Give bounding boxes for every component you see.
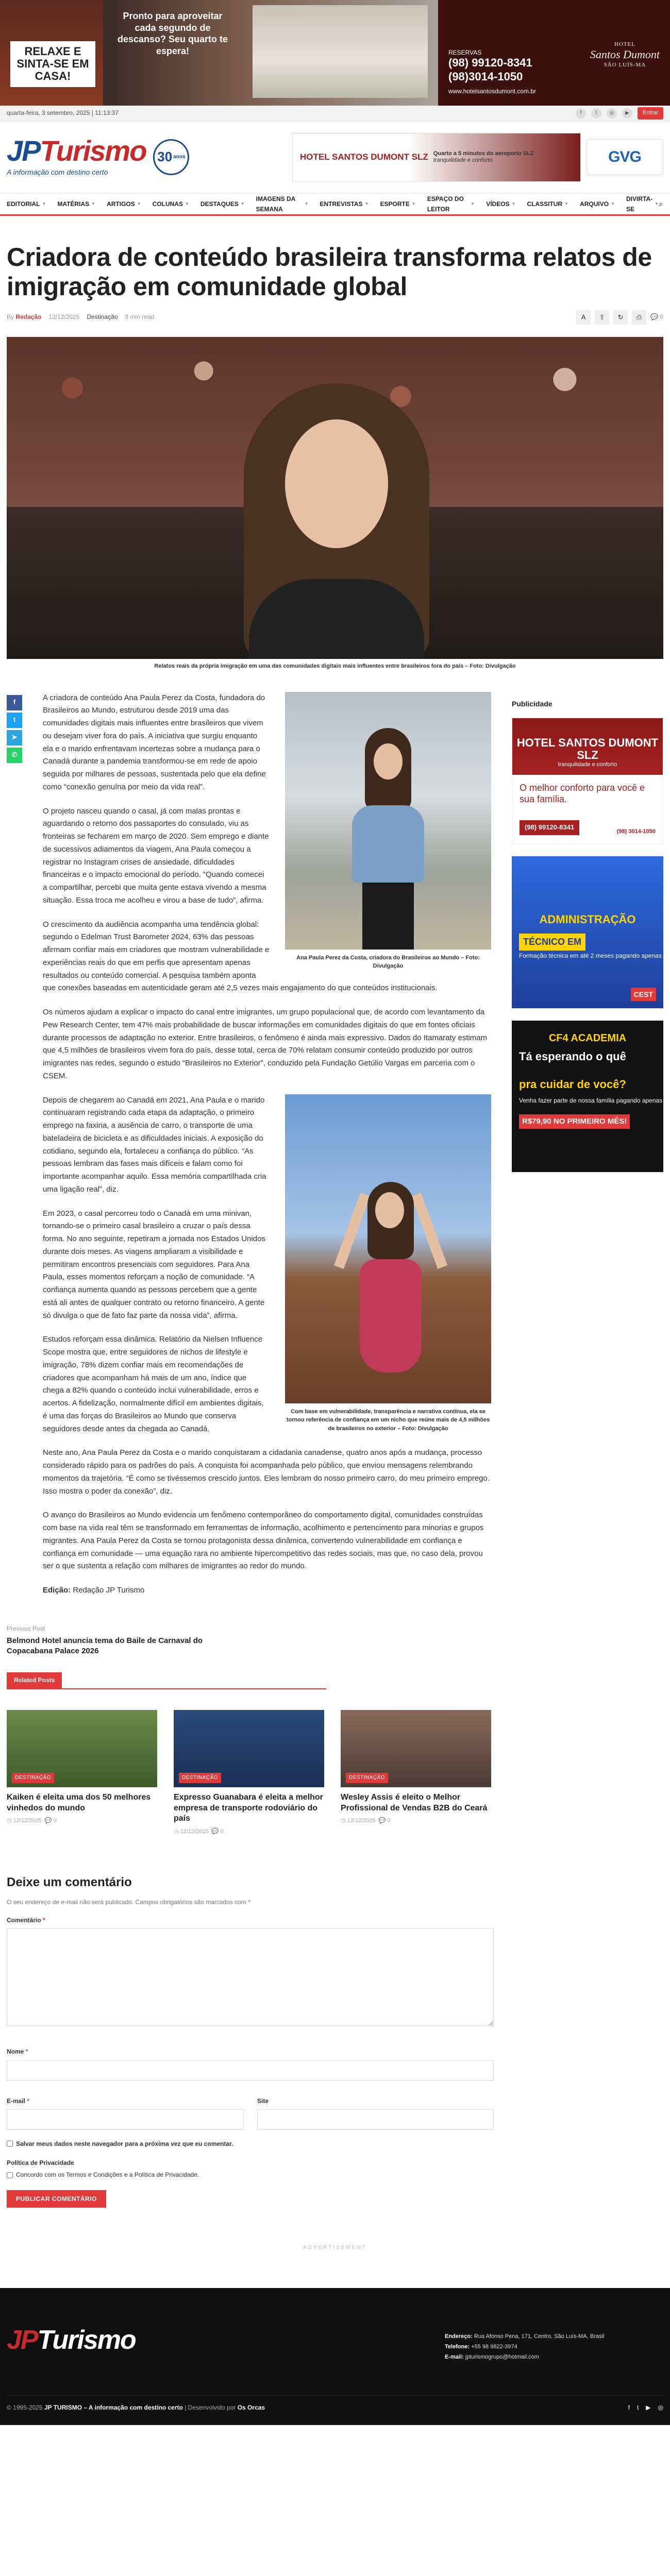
email-label-text: E-mail xyxy=(7,2097,26,2105)
paragraph-9: O avanço do Brasileiros ao Mundo evidencia um fenômeno contemporâneo do comportamento digital, comunidades construídas com base na vida real têm se transformado em ferramentas de informação, acolhimento e pertencimento para minorias e grupos migrantes. Ana Paula Perez da Costa se tornou protagonista dessa dinâmica, convertendo vulnerabilidade em confiança e confiança em comunidade — uma equação rara no ambiente hipercompetitivo das redes sociais, mas que, no caso dela, provou ser o que sustenta a relação com milhares de imigrantes ao redor do mundo. xyxy=(43,1511,484,1571)
ad-hotel-name: Santos Dumont xyxy=(590,48,660,61)
sidebar-ad3-t2: pra cuidar de você? xyxy=(519,1077,626,1091)
article-body xyxy=(43,692,491,1608)
ad-left-text: RELAXE E SINTA-SE EM CASA! xyxy=(10,41,95,87)
name-input[interactable] xyxy=(7,2060,494,2081)
comment-count-value: 0 xyxy=(660,313,663,321)
nav-item-label: DIVIRTA-SE xyxy=(626,195,653,213)
paragraph-3: O crescimento da audiência acompanha uma tendência global: segundo o Edelman Trust Barometer 2024, 63% das pessoas afirmam confiar mais em criadores que mostram vulnerabilidade e experiências reais do que em perfis que apresentam apenas resultados ou conteúdo comercial. A pesquisa também aponta que conexões baseadas em autenticidade geram até 2,5 vezes mais engajamento do que conteúdos institucionais. xyxy=(43,920,438,993)
sidebar-ad3-t3: Venha fazer parte de nossa família pagando apenas xyxy=(519,1096,663,1104)
facebook-icon[interactable]: f xyxy=(576,108,586,118)
related-card[interactable] xyxy=(7,1710,157,1837)
required-mark: * xyxy=(27,2097,30,2105)
header-hotel-ad[interactable] xyxy=(292,133,581,182)
chevron-down-icon: ▼ xyxy=(411,201,416,207)
email-label xyxy=(7,2096,244,2106)
nav-item-label: DESTAQUES xyxy=(200,200,239,208)
related-thumbnail[interactable] xyxy=(341,1710,491,1787)
save-data-checkbox[interactable] xyxy=(7,2141,13,2147)
save-data-row xyxy=(7,2139,496,2149)
ad-hotel-logo xyxy=(590,41,660,69)
nav-item-label: ARTIGOS xyxy=(107,200,135,208)
name-label xyxy=(7,2047,496,2057)
paragraph-1: A criadora de conteúdo Ana Paula Perez da Costa, fundadora do Brasileiros ao Mundo, estruturou desde 2019 uma das comunidades digitais mais influentes entre brasileiros que vivem ou desejam viver fora do país. A iniciativa que surgiu enquanto ela e o marido enfrentavam incertezas sobre a mudança para o Canadá durante a pandemia transformou-se em rede de apoio seguida por milhares de pessoas, sustentada pelo que ela define como “conexão genuína por meio da vida real”. xyxy=(43,693,266,791)
related-card[interactable] xyxy=(174,1710,324,1837)
chevron-down-icon: ▼ xyxy=(564,201,569,207)
related-badge[interactable]: DESTINAÇÃO xyxy=(179,1773,221,1783)
nav-item[interactable] xyxy=(153,194,189,214)
nav-item-label: ESPAÇO DO LEITOR xyxy=(427,195,464,213)
email-input[interactable] xyxy=(7,2109,244,2130)
header-ad-sub: tranquilidade e conforto xyxy=(433,157,493,163)
meta-date: 12/12/2025 xyxy=(48,313,80,321)
chevron-down-icon: ▼ xyxy=(42,201,46,207)
ad-right-panel xyxy=(438,0,670,106)
share-bar xyxy=(7,692,22,1608)
nav-item[interactable] xyxy=(107,194,141,214)
nav-item-label: MATÉRIAS xyxy=(57,200,90,208)
nav-item[interactable] xyxy=(486,194,515,214)
nav-item[interactable] xyxy=(57,194,95,214)
hero-person-body xyxy=(249,579,424,659)
edit-label: Edição: xyxy=(43,1586,71,1595)
twitter-icon[interactable]: t xyxy=(636,2404,639,2412)
chevron-down-icon: ▼ xyxy=(304,201,309,207)
related-thumbnail[interactable] xyxy=(7,1710,157,1787)
sidebar-cf4-ad[interactable] xyxy=(512,1021,663,1172)
anos-label: anos xyxy=(173,154,186,160)
previous-post-label: Previous Post xyxy=(7,1624,45,1632)
twitter-share-icon[interactable]: t xyxy=(7,713,22,728)
instagram-icon[interactable]: ◎ xyxy=(607,108,617,118)
nav-item-label: EDITORIAL xyxy=(7,200,40,208)
top-banner-ad[interactable] xyxy=(0,0,670,106)
hero-person-face xyxy=(285,419,388,548)
topbar xyxy=(0,106,670,121)
sidebar-ad3-t1: Tá esperando o quê xyxy=(519,1049,626,1063)
share-icon[interactable]: ⇪ xyxy=(595,310,609,325)
site-header xyxy=(0,121,670,193)
telegram-share-icon[interactable]: ➤ xyxy=(7,730,22,745)
ad-center-panel xyxy=(103,0,438,106)
gvg-ad[interactable]: GVG xyxy=(586,139,663,175)
youtube-icon[interactable]: ▶ xyxy=(622,108,632,118)
related-title[interactable]: Expresso Guanabara é eleita a melhor empresa de transporte rodoviário do país xyxy=(174,1792,323,1823)
related-comments: 0 xyxy=(387,1818,391,1824)
meta-category[interactable]: Destinação xyxy=(87,313,118,321)
login-button[interactable]: Entrar xyxy=(638,107,663,120)
nav-list xyxy=(7,194,659,214)
chevron-down-icon: ▼ xyxy=(611,201,615,207)
meta-by-label: By xyxy=(7,313,14,321)
logo-name xyxy=(7,134,146,167)
main-nav xyxy=(0,193,670,216)
footer-copy: © 1995-2025 xyxy=(7,2404,43,2412)
related-comments: 0 xyxy=(220,1828,224,1835)
save-data-label: Salvar meus dados neste navegador para a próxima vez que eu comentar. xyxy=(16,2140,233,2147)
ad-phone-2: (98)3014-1050 xyxy=(448,70,523,83)
sidebar-title: Publicidade xyxy=(512,699,552,708)
ad-hotel-sub: SÃO LUÍS-MA xyxy=(604,61,646,68)
chevron-down-icon: ▼ xyxy=(471,201,475,207)
site-label: Site xyxy=(257,2097,269,2105)
nav-item[interactable] xyxy=(427,194,475,214)
refresh-icon[interactable]: ↻ xyxy=(613,310,628,325)
required-mark: * xyxy=(43,1917,45,1924)
sidebar-ad2-sub: Formação técnica em até 2 meses pagando apenas xyxy=(519,952,662,959)
nav-item-label: ARQUIVO xyxy=(580,200,609,208)
facebook-share-icon[interactable]: f xyxy=(7,695,22,710)
site-group xyxy=(257,2096,494,2130)
paragraph-2: O projeto nasceu quando o casal, já com malas prontas e aguardando o retorno dos passaportes do consulado, viu as fronteiras se fecharem em março de 2020. Sem emprego e diante de sucessivos adiamentos da viagem, Ana Paula começou a registrar no Instagram crises de ansiedade, dificuldades financeiras e o impacto emocional do período. “Quando comecei a compartilhar, percebi que muita gente estava vivendo a mesma situação. Essa troca me acolheu e virou a base de tudo”, afirma. xyxy=(43,806,269,905)
article-header xyxy=(7,216,663,676)
sidebar-ad1-phone2: (98) 3014-1050 xyxy=(616,828,656,835)
comment-count[interactable]: 💬 0 xyxy=(650,313,663,321)
nav-item[interactable] xyxy=(380,194,416,214)
sidebar-ad3-head: CF4 ACADEMIA xyxy=(548,1032,627,1044)
logo-name-b: Turismo xyxy=(40,134,146,167)
footer-dev-name[interactable]: Os Orcas xyxy=(237,2404,265,2412)
privacy-title: Política de Privacidade xyxy=(7,2159,74,2167)
figure-2-caption: Com base em vulnerabilidade, transparência e narrativa contínua, ela se tornou referência de confiança em um nicho que reúne mais de 4,5 milhões de brasileiros no exterior – Foto: Divulgação xyxy=(286,1408,490,1432)
article-title: Criadora de conteúdo brasileira transforma relatos de imigração em comunidade global xyxy=(7,243,652,301)
chevron-down-icon: ▼ xyxy=(511,201,516,207)
required-mark: * xyxy=(25,2048,28,2056)
sidebar-ad2-head: ADMINISTRAÇÃO xyxy=(539,912,636,926)
sidebar-ad1-name: HOTEL SANTOS DUMONT SLZ xyxy=(516,736,659,762)
nav-item-label: ENTREVISTAS xyxy=(320,200,363,208)
sidebar-ad1-sub: tranquilidade e conforto xyxy=(558,761,617,768)
related-grid xyxy=(7,1710,663,1837)
font-size-icon[interactable]: A xyxy=(576,310,591,325)
related-title[interactable]: Wesley Assis é eleito o Melhor Profissional de Vendas B2B do Ceará xyxy=(341,1792,488,1812)
ad-left-panel xyxy=(0,0,103,106)
anos-badge xyxy=(153,139,189,175)
figure-1-caption: Ana Paula Perez da Costa, criadora do Brasileiros ao Mundo – Foto: Divulgação xyxy=(296,954,480,970)
footer-email-value[interactable]: jpturismogrupo@hotmail.com xyxy=(465,2354,539,2360)
hero-image xyxy=(7,337,663,659)
comment-form xyxy=(7,1873,496,2208)
footer-phone xyxy=(445,2342,615,2352)
ad-center-text: Pronto para aproveitar cada segundo de descanso? Seu quarto te espera! xyxy=(117,11,228,56)
chevron-down-icon: ▼ xyxy=(185,201,189,207)
nav-item[interactable] xyxy=(626,194,659,214)
comment-textarea[interactable] xyxy=(7,1928,494,2026)
privacy-label[interactable]: Concordo com os Termos e Condições e a Política de Privacidade. xyxy=(16,2171,199,2179)
related-date: 12/12/2025 xyxy=(13,1818,42,1824)
footer-dev: | Desenvolvido por xyxy=(185,2404,236,2412)
ad-hotel-line: HOTEL xyxy=(614,41,635,47)
previous-post[interactable] xyxy=(7,1624,663,1657)
email-group xyxy=(7,2096,244,2130)
whatsapp-share-icon[interactable]: ✆ xyxy=(7,748,22,763)
footer-contact xyxy=(445,2332,615,2362)
privacy-row xyxy=(7,2170,496,2180)
meta-by xyxy=(7,312,41,322)
related-date: 12/12/2025 xyxy=(180,1828,209,1835)
sidebar-ad2-lbl: TÉCNICO EM xyxy=(519,934,585,951)
ad-reserve-label: RESERVAS xyxy=(448,49,482,56)
meta-read-time: 3 min read xyxy=(125,313,155,321)
chevron-down-icon: ▼ xyxy=(655,201,659,207)
ad-phone-1: (98) 99120-8341 xyxy=(448,56,532,70)
facebook-icon[interactable]: f xyxy=(628,2404,630,2412)
comment-label-text: Comentário xyxy=(7,1917,41,1924)
footer-phone-value: +55 98 9822-3974 xyxy=(471,2344,517,2350)
nav-item-label: VÍDEOS xyxy=(486,200,510,208)
anos-number: 30 xyxy=(157,149,173,165)
search-icon[interactable]: ⌕ xyxy=(659,199,663,209)
chevron-down-icon: ▼ xyxy=(364,201,369,207)
figure-1 xyxy=(285,692,491,971)
nav-item-label: ESPORTE xyxy=(380,200,410,208)
nav-item[interactable] xyxy=(580,194,615,214)
comment-label xyxy=(7,1916,496,1925)
submit-comment-button[interactable]: PUBLICAR COMENTÁRIO xyxy=(7,2190,106,2208)
meta-author[interactable]: Redação xyxy=(15,313,42,321)
sidebar-hotel-ad[interactable] xyxy=(512,718,663,844)
related-thumbnail[interactable] xyxy=(174,1710,324,1787)
related-title[interactable]: Kaiken é eleita uma dos 50 melhores vinhedos do mundo xyxy=(7,1792,151,1812)
sidebar-ad1-phone: (98) 99120-8341 xyxy=(520,820,579,835)
twitter-icon[interactable]: t xyxy=(591,108,601,118)
nav-item[interactable] xyxy=(7,194,46,214)
figure-1-person xyxy=(352,728,424,950)
related-comments: 0 xyxy=(53,1818,57,1824)
ad-phones xyxy=(448,49,532,83)
site-logo[interactable] xyxy=(7,134,189,178)
nav-item-label: COLUNAS xyxy=(152,200,183,208)
related-meta: ◷ 12/12/2025 💬 0 xyxy=(174,1828,224,1835)
logo-tagline: A informação com destino certo xyxy=(7,167,108,176)
figure-2 xyxy=(285,1094,491,1433)
nav-item[interactable] xyxy=(256,194,309,214)
footer-address-label: Endereço: xyxy=(445,2333,473,2340)
edit-credit xyxy=(43,1584,491,1597)
youtube-icon[interactable]: ▶ xyxy=(646,2404,651,2412)
nav-item-label: CLASSITUR xyxy=(527,200,563,208)
footer-logo[interactable] xyxy=(7,2319,136,2362)
header-ad-msg: Quarto a 5 minutos do aeroporto SLZ xyxy=(433,150,534,157)
figure-2-photo xyxy=(285,1094,491,1403)
chevron-down-icon: ▼ xyxy=(240,201,245,207)
comment-form-note: O seu endereço de e-mail não será publicado. Campos obrigatórios são marcados com * xyxy=(7,1899,250,1906)
nav-item[interactable] xyxy=(200,194,245,214)
paragraph-8: Neste ano, Ana Paula Perez da Costa e o marido conquistaram a cidadania canadense, quatro anos após a mudança, processo considerado rápido para os padrões do país. A conquista foi acompanhada pelo público, que enviou mensagens relembrando momentos da trajetória. “É como se tivéssemos crescido juntos. Eles lembram do nosso primeiro carro, do meu primeiro emprego. Isso mostra o poder da conexão”, diz. xyxy=(43,1448,490,1496)
hero-caption: Relatos reais da própria imigração em uma das comunidades digitais mais influentes entre brasileiros fora do país – Foto: Divulgação xyxy=(154,663,516,669)
nav-item[interactable] xyxy=(527,194,568,214)
figure-1-photo xyxy=(285,692,491,950)
paragraph-5: Depois de chegarem ao Canadá em 2021, Ana Paula e o marido continuaram registrando cada etapa da adaptação, o primeiro emprego na faxina, a ausência de carro, o transporte de uma bateladeira de bicicleta e as dificuldades iniciais. A exposição do cotidiano, segundo ela, fortaleceu a confiança do público. “As pessoas lembram das fases mais difíceis e falam como foi importante acompanhar aquilo. Essa memória compartilhada cria uma ligação real”, diz. xyxy=(43,1095,266,1194)
related-badge[interactable]: DESTINAÇÃO xyxy=(12,1773,54,1783)
paragraph-4: Os números ajudam a explicar o impacto do canal entre imigrantes, um grupo populacional que, de acordo com levantamento da Pew Research Center, tem 47% mais probabilidade de buscar informações em comunidades digitais do que em fontes oficiais durante processos de adaptação no exterior. Entre brasileiros, o fenômeno é ainda mais expressivo. Dados do Itamaraty estimam que 4,5 milhões de brasileiros vivem fora do país, desse total, cerca de 70% relatam consumir conteúdo produzido por outros imigrantes nas redes, segundo o estudo “Brasileiros no Exterior”, conduzido pela Fundação Getúlio Vargas em parceria com o CSEM. xyxy=(43,1008,488,1080)
ad-site: www.hotelsantosdumont.com.br xyxy=(448,88,537,95)
related-posts xyxy=(7,1672,663,1837)
sidebar-ad2-cest: CEST xyxy=(631,988,656,1001)
sidebar-cest-ad[interactable] xyxy=(512,856,663,1008)
related-badge[interactable]: DESTINAÇÃO xyxy=(346,1773,388,1783)
edit-value: Redação JP Turismo xyxy=(73,1586,145,1595)
print-icon[interactable]: ⎙ xyxy=(632,310,646,325)
paragraph-6: Em 2023, o casal percorreu todo o Canadá em uma minivan, tornando-se o primeiro casal brasileiro a cruzar o país dessa forma. No ano seguinte, repetiram a jornada nos Estados Unidos durante dois meses. As viagens ampliaram a visibilidade e permitiram encontros presenciais com seguidores. Para Ana Paula, esses momentos reforçam a noção de comunidade. “A confiança aumenta quando as pessoas percebem que a gente está ali antes de qualquer contrato ou retorno financeiro. A gente só divulga o que de fato faz parte da nossa vida”, afirma. xyxy=(43,1209,265,1320)
footer-address-value: Rua Afonso Pena, 171, Centro, São Luís-MA, Brasil xyxy=(474,2333,605,2340)
footer-email-label: E-mail: xyxy=(445,2354,464,2360)
instagram-icon[interactable]: ◎ xyxy=(658,2404,663,2412)
sidebar xyxy=(512,692,663,1608)
email-site-row xyxy=(7,2096,496,2130)
comment-form-title: Deixe um comentário xyxy=(7,1875,132,1889)
chevron-down-icon: ▼ xyxy=(137,201,141,207)
related-meta: ◷ 12/12/2025 💬 0 xyxy=(7,1818,57,1824)
paragraph-7: Estudos reforçam essa dinâmica. Relatório da Nielsen Influence Scope mostra que, entre seguidores de nichos de lifestyle e imigração, 78% dizem confiar mais em recomendações de criadores que acompanham há mais de um ano, índice que chega a 82% quando o conteúdo inclui vulnerabilidade, erros e acertos. A fidelização, normalmente difícil em ambientes digitais, é uma das forças do Brasileiros ao Mundo que conserva seguidores desde antes da chegada ao Canadá. xyxy=(43,1335,264,1433)
footer-brand: JP TURISMO – A informação com destino certo xyxy=(44,2404,183,2412)
footer-logo-a: JP xyxy=(7,2325,38,2355)
logo-name-a: JP xyxy=(7,134,40,167)
footer-address xyxy=(445,2332,615,2342)
nav-item-label: IMAGENS DA SEMANA xyxy=(256,195,295,213)
article-meta xyxy=(7,310,663,325)
related-card[interactable] xyxy=(341,1710,491,1837)
footer-phone-label: Telefone: xyxy=(445,2344,470,2350)
article-content xyxy=(7,692,663,1608)
site-footer xyxy=(0,2288,670,2425)
current-date: quarta-feira, 3 setembro, 2025 | 11:13:37 xyxy=(7,109,119,117)
related-meta: ◷ 12/12/2025 💬 0 xyxy=(341,1818,391,1824)
sidebar-ad1-msg: O melhor conforto para você e sua família. xyxy=(520,782,645,805)
footer-bottom xyxy=(7,2395,663,2413)
site-input[interactable] xyxy=(257,2109,494,2130)
figure-2-person xyxy=(347,1172,434,1403)
footer-social xyxy=(628,2403,663,2413)
name-label-text: Nome xyxy=(7,2048,24,2056)
post-footer xyxy=(7,1624,663,2252)
footer-email xyxy=(445,2352,615,2363)
related-heading-text: Related Posts xyxy=(7,1672,62,1688)
chevron-down-icon: ▼ xyxy=(91,201,96,207)
previous-post-title[interactable]: Belmond Hotel anuncia tema do Baile de Carnaval do Copacabana Palace 2026 xyxy=(7,1636,203,1656)
ad-bed-photo xyxy=(253,5,428,98)
footer-logo-b: Turismo xyxy=(37,2325,136,2355)
hero-person xyxy=(228,383,445,659)
related-date: 12/12/2025 xyxy=(347,1818,376,1824)
header-ad-name: HOTEL SANTOS DUMONT SLZ xyxy=(300,151,428,162)
related-heading xyxy=(7,1672,326,1689)
sidebar-ad3-price: R$79,90 NO PRIMEIRO MÊS! xyxy=(519,1114,630,1129)
nav-item[interactable] xyxy=(320,194,368,214)
footer-copyright xyxy=(7,2403,265,2413)
header-ads xyxy=(292,133,663,182)
advertisement-label: ADVERTISEMENT xyxy=(303,2245,367,2251)
sidebar-hotel-ad-top xyxy=(512,718,663,775)
privacy-checkbox[interactable] xyxy=(7,2172,13,2178)
